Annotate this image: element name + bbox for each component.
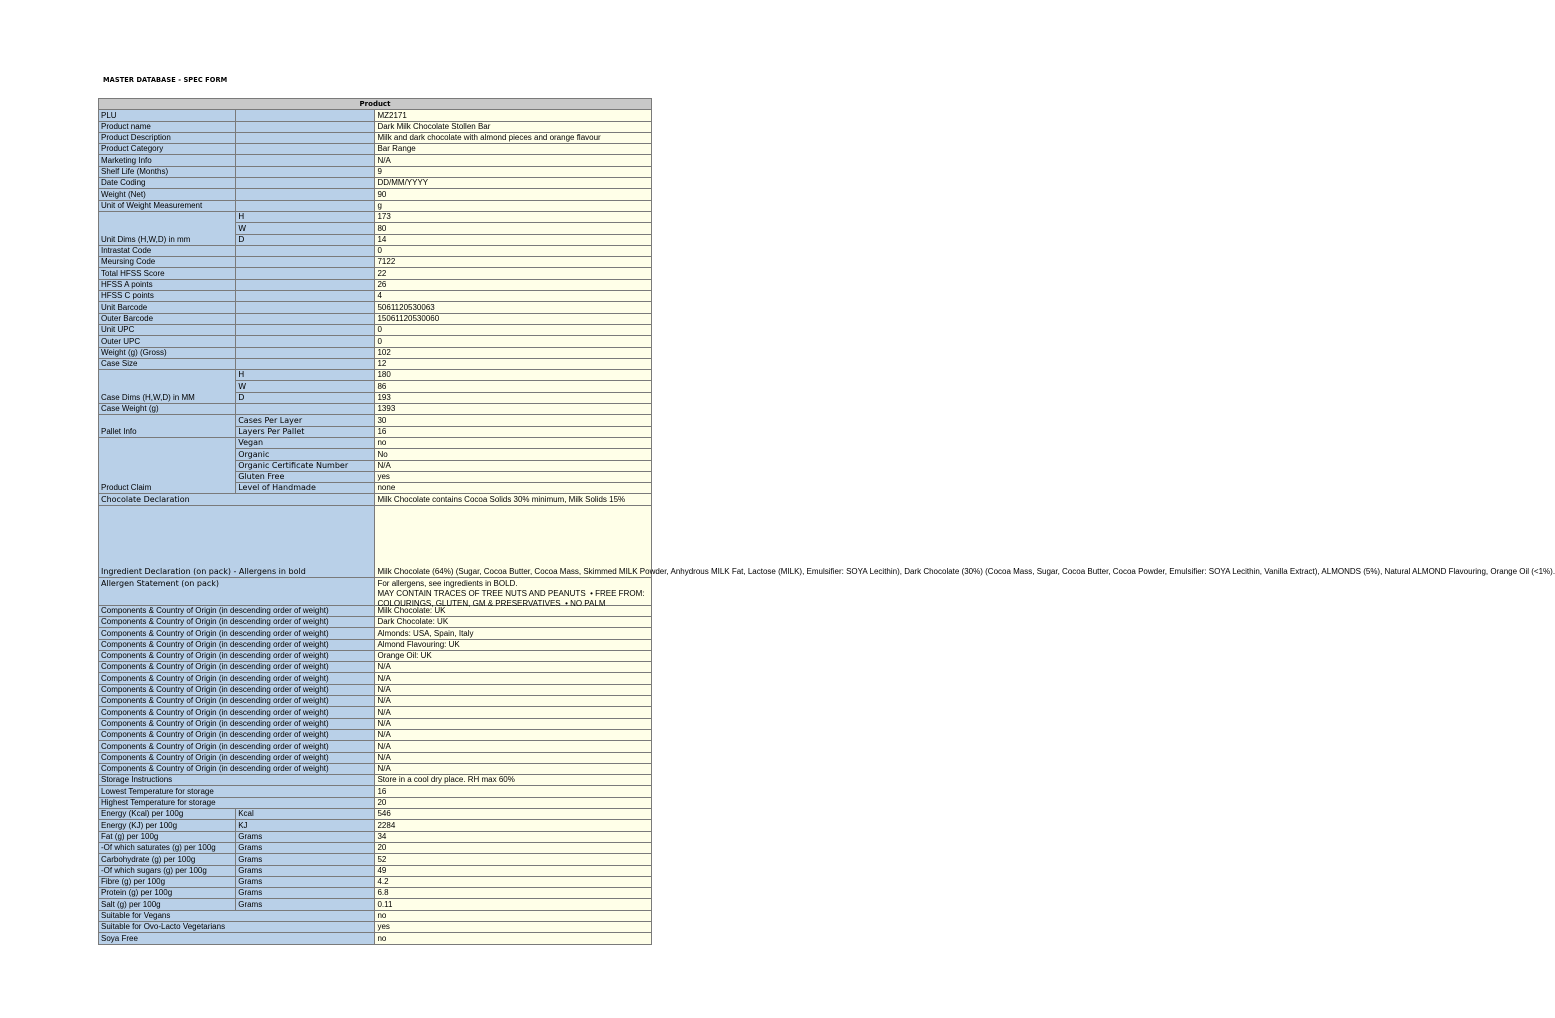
document-title: MASTER DATABASE - SPEC FORM xyxy=(103,76,228,84)
row-value: N/A xyxy=(375,684,652,695)
table-row xyxy=(99,741,652,752)
table-row xyxy=(99,291,652,302)
row-value: N/A xyxy=(375,763,652,774)
row-value: 193 xyxy=(375,392,652,403)
row-label: Unit of Weight Measurement xyxy=(99,200,236,211)
table-row xyxy=(99,415,652,426)
table-row xyxy=(99,505,652,577)
row-label: Components & Country of Origin (in descending order of weight) xyxy=(99,729,375,740)
row-label: Components & Country of Origin (in descending order of weight) xyxy=(99,752,375,763)
row-value: 1393 xyxy=(375,404,652,415)
row-label: Highest Temperature for storage xyxy=(99,797,375,808)
row-value: 14 xyxy=(375,234,652,245)
row-value: N/A xyxy=(375,696,652,707)
row-value: 2284 xyxy=(375,820,652,831)
table-row xyxy=(99,404,652,415)
unit-label: Grams xyxy=(236,842,375,853)
row-label: Product Description xyxy=(99,132,236,143)
unit-label: Grams xyxy=(236,888,375,899)
row-label: Product Category xyxy=(99,144,236,155)
row-value: Store in a cool dry place. RH max 60% xyxy=(375,775,652,786)
dim-label: D xyxy=(236,234,375,245)
table-row xyxy=(99,178,652,189)
row-label: Product name xyxy=(99,121,236,132)
row-label: Protein (g) per 100g xyxy=(99,888,236,899)
sub-label: Vegan xyxy=(236,437,375,448)
row-value: MZ2171 xyxy=(375,110,652,121)
allergen-text: For allergens, see ingredients in BOLD. MAY CONTAIN TRACES OF TREE NUTS AND PEANUTS • FREE FROM: COLOURINGS, GLUTEN, GM & PRESERVATIVES • NO PALM xyxy=(377,578,645,608)
unit-label: KJ xyxy=(236,820,375,831)
table-row xyxy=(99,121,652,132)
row-label: Case Dims (H,W,D) in MM xyxy=(99,370,236,404)
row-value: no xyxy=(375,910,652,921)
sub-label: Organic xyxy=(236,449,375,460)
row-value: 34 xyxy=(375,831,652,842)
row-label: Components & Country of Origin (in descending order of weight) xyxy=(99,628,375,639)
table-row xyxy=(99,933,652,944)
allergen-value xyxy=(375,577,652,608)
row-value: N/A xyxy=(375,741,652,752)
row-label: Salt (g) per 100g xyxy=(99,899,236,910)
row-label: Components & Country of Origin (in descending order of weight) xyxy=(99,707,375,718)
dim-label: W xyxy=(236,381,375,392)
row-label: Components & Country of Origin (in descending order of weight) xyxy=(99,673,375,684)
row-value: N/A xyxy=(375,460,652,471)
row-label: Weight (Net) xyxy=(99,189,236,200)
row-value: 0 xyxy=(375,245,652,256)
table-row xyxy=(99,211,652,222)
row-label: Intrastat Code xyxy=(99,245,236,256)
sub-label: Organic Certificate Number xyxy=(236,460,375,471)
row-value: N/A xyxy=(375,718,652,729)
row-label: -Of which sugars (g) per 100g xyxy=(99,865,236,876)
table-row xyxy=(99,347,652,358)
table-row xyxy=(99,302,652,313)
table-row xyxy=(99,577,652,605)
row-label: Unit UPC xyxy=(99,324,236,335)
table-row xyxy=(99,200,652,211)
row-label: Chocolate Declaration xyxy=(99,494,375,505)
row-value: Orange Oil: UK xyxy=(375,650,652,661)
row-value: N/A xyxy=(375,707,652,718)
row-value: no xyxy=(375,933,652,944)
row-label: Meursing Code xyxy=(99,257,236,268)
table-row xyxy=(99,797,652,808)
row-label: Suitable for Vegans xyxy=(99,910,375,921)
row-label: Case Weight (g) xyxy=(99,404,236,415)
row-value: no xyxy=(375,437,652,448)
table-row xyxy=(99,132,652,143)
table-row xyxy=(99,763,652,774)
row-value: Dark Milk Chocolate Stollen Bar xyxy=(375,121,652,132)
components-list xyxy=(99,605,652,774)
row-label: Components & Country of Origin (in descending order of weight) xyxy=(99,763,375,774)
table-row xyxy=(99,616,652,627)
row-label: -Of which saturates (g) per 100g xyxy=(99,842,236,853)
row-value: N/A xyxy=(375,729,652,740)
row-value: 16 xyxy=(375,426,652,437)
table-row xyxy=(99,279,652,290)
row-value: none xyxy=(375,483,652,494)
row-value: 0 xyxy=(375,336,652,347)
row-value: 546 xyxy=(375,809,652,820)
row-label: HFSS A points xyxy=(99,279,236,290)
row-label: Components & Country of Origin (in descending order of weight) xyxy=(99,696,375,707)
table-row xyxy=(99,370,652,381)
table-row xyxy=(99,729,652,740)
row-label: Ingredient Declaration (on pack) - Allergens in bold xyxy=(99,505,375,577)
row-value: 9 xyxy=(375,166,652,177)
row-label: Components & Country of Origin (in descending order of weight) xyxy=(99,616,375,627)
row-value: 49 xyxy=(375,865,652,876)
row-value: DD/MM/YYYY xyxy=(375,178,652,189)
row-label: Energy (KJ) per 100g xyxy=(99,820,236,831)
table-row xyxy=(99,650,652,661)
row-label: Total HFSS Score xyxy=(99,268,236,279)
table-row xyxy=(99,752,652,763)
table-row xyxy=(99,144,652,155)
unit-label: Grams xyxy=(236,876,375,887)
row-value: No xyxy=(375,449,652,460)
table-row xyxy=(99,628,652,639)
row-value: 0.11 xyxy=(375,899,652,910)
table-header: Product xyxy=(99,99,652,110)
table-row xyxy=(99,639,652,650)
dim-label: H xyxy=(236,370,375,381)
table-row xyxy=(99,922,652,933)
table-row xyxy=(99,876,652,887)
table-row xyxy=(99,684,652,695)
row-label: Marketing Info xyxy=(99,155,236,166)
table-row xyxy=(99,313,652,324)
nutrition-list xyxy=(99,809,652,911)
row-value: 80 xyxy=(375,223,652,234)
row-label: Outer Barcode xyxy=(99,313,236,324)
table-header-row xyxy=(99,99,652,110)
dim-label: W xyxy=(236,223,375,234)
row-value: 4.2 xyxy=(375,876,652,887)
sub-label: Cases Per Layer xyxy=(236,415,375,426)
row-value: 30 xyxy=(375,415,652,426)
table-row xyxy=(99,155,652,166)
row-value: Milk and dark chocolate with almond pieces and orange flavour xyxy=(375,132,652,143)
row-label: Lowest Temperature for storage xyxy=(99,786,375,797)
dim-label: H xyxy=(236,211,375,222)
row-value: 173 xyxy=(375,211,652,222)
row-value: 22 xyxy=(375,268,652,279)
unit-label: Kcal xyxy=(236,809,375,820)
table-row xyxy=(99,662,652,673)
table-row xyxy=(99,257,652,268)
table-row xyxy=(99,831,652,842)
row-value: 20 xyxy=(375,797,652,808)
row-value: 6.8 xyxy=(375,888,652,899)
unit-label: Grams xyxy=(236,854,375,865)
unit-label: Grams xyxy=(236,865,375,876)
sub-label: Level of Handmade xyxy=(236,483,375,494)
row-value: 26 xyxy=(375,279,652,290)
row-value: N/A xyxy=(375,752,652,763)
row-label: Unit Barcode xyxy=(99,302,236,313)
row-value: 7122 xyxy=(375,257,652,268)
row-value: Almond Flavouring: UK xyxy=(375,639,652,650)
row-label: Components & Country of Origin (in descending order of weight) xyxy=(99,718,375,729)
table-row xyxy=(99,437,652,448)
table-row xyxy=(99,899,652,910)
row-label: Components & Country of Origin (in descending order of weight) xyxy=(99,684,375,695)
row-label: Energy (Kcal) per 100g xyxy=(99,809,236,820)
row-label: Date Coding xyxy=(99,178,236,189)
row-value: 52 xyxy=(375,854,652,865)
table-row xyxy=(99,775,652,786)
row-value: N/A xyxy=(375,673,652,684)
table-row xyxy=(99,820,652,831)
row-label: HFSS C points xyxy=(99,291,236,302)
table-row xyxy=(99,786,652,797)
table-row xyxy=(99,336,652,347)
row-label: Storage Instructions xyxy=(99,775,375,786)
table-row xyxy=(99,245,652,256)
table-row xyxy=(99,842,652,853)
row-label: Fibre (g) per 100g xyxy=(99,876,236,887)
table-row xyxy=(99,854,652,865)
table-row xyxy=(99,189,652,200)
table-row xyxy=(99,910,652,921)
row-value: g xyxy=(375,200,652,211)
row-value: 16 xyxy=(375,786,652,797)
row-value: yes xyxy=(375,922,652,933)
table-row xyxy=(99,673,652,684)
row-label: Components & Country of Origin (in descending order of weight) xyxy=(99,662,375,673)
row-label: PLU xyxy=(99,110,236,121)
table-row xyxy=(99,358,652,369)
row-label: Allergen Statement (on pack) xyxy=(99,577,375,605)
table-row xyxy=(99,110,652,121)
table-row xyxy=(99,888,652,899)
row-label: Weight (g) (Gross) xyxy=(99,347,236,358)
row-label: Components & Country of Origin (in descending order of weight) xyxy=(99,650,375,661)
unit-label: Grams xyxy=(236,899,375,910)
row-value: 0 xyxy=(375,324,652,335)
row-label: Components & Country of Origin (in descending order of weight) xyxy=(99,605,375,616)
row-label: Components & Country of Origin (in descending order of weight) xyxy=(99,639,375,650)
row-value: 15061120530060 xyxy=(375,313,652,324)
table-row xyxy=(99,324,652,335)
row-value: Almonds: USA, Spain, Italy xyxy=(375,628,652,639)
sub-label: Layers Per Pallet xyxy=(236,426,375,437)
row-value: Bar Range xyxy=(375,144,652,155)
row-label: Shelf Life (Months) xyxy=(99,166,236,177)
row-value: 86 xyxy=(375,381,652,392)
row-label: Pallet Info xyxy=(99,415,236,438)
row-value: Dark Chocolate: UK xyxy=(375,616,652,627)
row-label: Soya Free xyxy=(99,933,375,944)
row-value: N/A xyxy=(375,155,652,166)
table-row xyxy=(99,166,652,177)
spec-table xyxy=(98,98,1555,945)
row-value: 5061120530063 xyxy=(375,302,652,313)
row-value: Milk Chocolate contains Cocoa Solids 30% minimum, Milk Solids 15% xyxy=(375,494,652,505)
table-row xyxy=(99,865,652,876)
row-label: Outer UPC xyxy=(99,336,236,347)
row-label: Fat (g) per 100g xyxy=(99,831,236,842)
row-value: Milk Chocolate: UK xyxy=(375,605,652,616)
dim-label: D xyxy=(236,392,375,403)
sub-label: Gluten Free xyxy=(236,471,375,482)
row-label: Product Claim xyxy=(99,437,236,493)
row-label: Carbohydrate (g) per 100g xyxy=(99,854,236,865)
table-row xyxy=(99,718,652,729)
row-value: yes xyxy=(375,471,652,482)
row-label: Suitable for Ovo-Lacto Vegetarians xyxy=(99,922,375,933)
table-row xyxy=(99,809,652,820)
row-value: 12 xyxy=(375,358,652,369)
row-label: Components & Country of Origin (in descending order of weight) xyxy=(99,741,375,752)
table-row xyxy=(99,707,652,718)
row-label: Unit Dims (H,W,D) in mm xyxy=(99,211,236,245)
row-value: 90 xyxy=(375,189,652,200)
row-value: 180 xyxy=(375,370,652,381)
ingredients-value: Milk Chocolate (64%) (Sugar, Cocoa Butter, Cocoa Mass, Skimmed MILK Powder, Anhydrous MILK Fat, Lactose (MILK), Emulsifier: SOYA Lecithin), Dark Chocolate (30%) (Cocoa Mass, Sugar, Cocoa Butter, Cocoa Powder, Emulsifier: SOYA Lecithin, Vanilla Extract), ALMONDS (5%), Natural ALMOND Flavouring, Orange Oil (<1%). xyxy=(375,505,652,577)
row-label: Case Size xyxy=(99,358,236,369)
table-row xyxy=(99,696,652,707)
row-value: 20 xyxy=(375,842,652,853)
table-row xyxy=(99,268,652,279)
row-value: 4 xyxy=(375,291,652,302)
unit-label: Grams xyxy=(236,831,375,842)
table-row xyxy=(99,494,652,505)
row-value: 102 xyxy=(375,347,652,358)
row-value: N/A xyxy=(375,662,652,673)
